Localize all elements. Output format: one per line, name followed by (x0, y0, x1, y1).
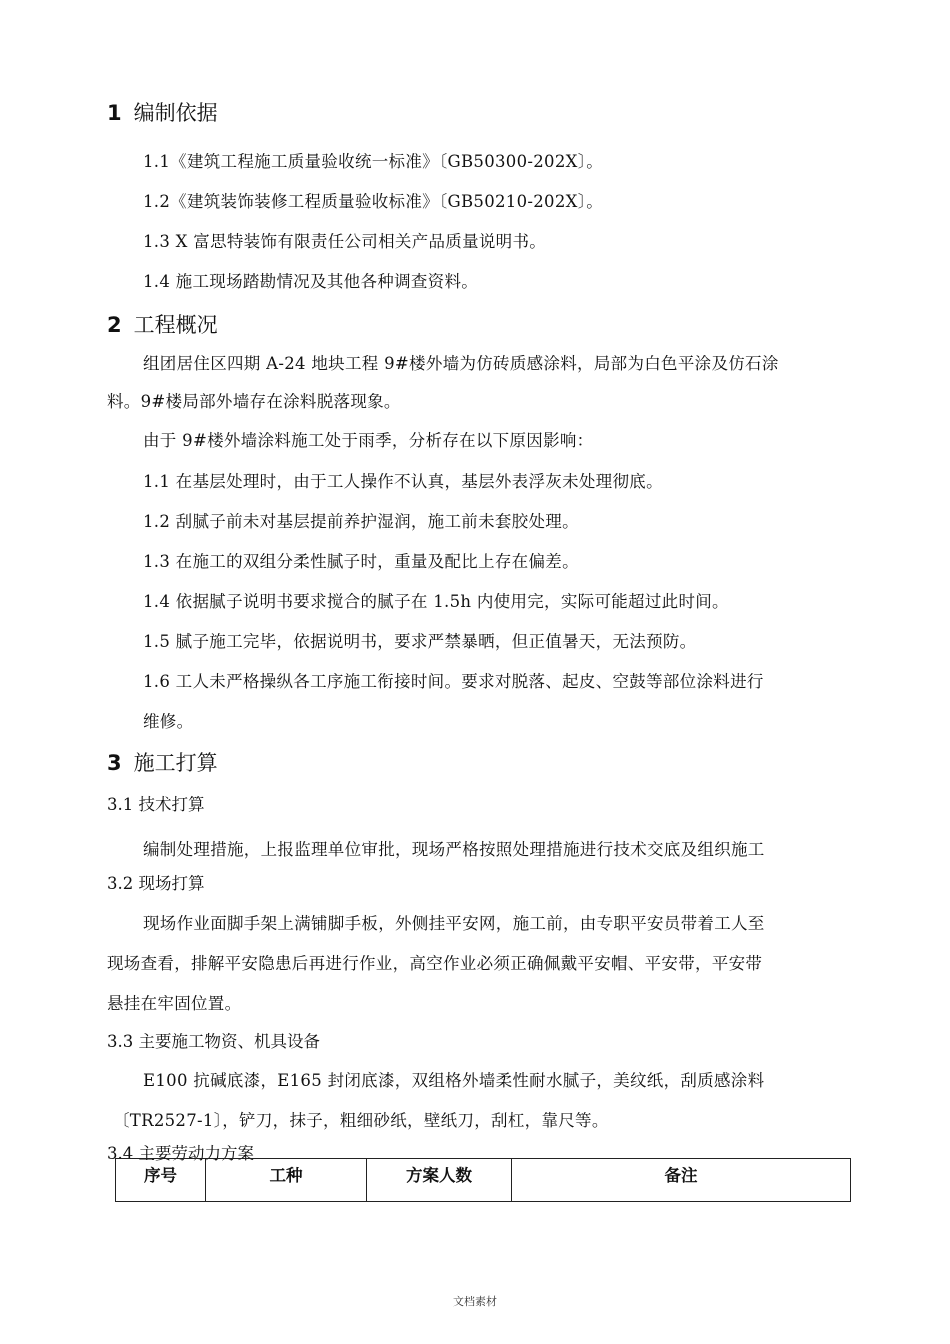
basis-item: 1.3 X 富思特装饰有限责任公司相关产品质量说明书。 (143, 232, 547, 251)
section-2-heading (107, 309, 218, 339)
basis-item: 1.1《建筑工程施工质量验收统一标准》〔GB50300-202X〕。 (143, 152, 604, 171)
section-title: 工程概况 (133, 313, 218, 337)
cause-item: 1.1 在基层处理时，由于工人操作不认真，基层外表浮灰未处理彻底。 (143, 472, 663, 491)
subsection-3-2-text: 现场查看，排解平安隐患后再进行作业，高空作业必须正确佩戴平安帽、平安带，平安带 (107, 954, 763, 973)
column-header-number: 序号 (116, 1159, 206, 1202)
cause-item-continuation: 维修。 (143, 712, 194, 731)
cause-item: 1.4 依据腻子说明书要求搅合的腻子在 1.5h 内使用完，实际可能超过此时间。 (143, 592, 729, 611)
section-title: 编制依据 (133, 101, 218, 125)
cause-intro: 由于 9#楼外墙涂料施工处于雨季，分析存在以下原因影响： (143, 431, 594, 450)
section-number: 2 (107, 313, 122, 337)
column-header-trade: 工种 (206, 1159, 367, 1202)
subsection-3-2-text: 现场作业面脚手架上满铺脚手板，外侧挂平安网，施工前，由专职平安员带着工人至 (143, 914, 765, 933)
subsection-3-4-title: 3.4 主要劳动力方案 (107, 1144, 254, 1163)
section-3-heading (107, 747, 218, 777)
section-title: 施工打算 (133, 751, 218, 775)
subsection-3-1-title: 3.1 技术打算 (107, 795, 205, 814)
subsection-3-3-title: 3.3 主要施工物资、机具设备 (107, 1032, 320, 1051)
subsection-3-2-title: 3.2 现场打算 (107, 874, 205, 893)
section-number: 3 (107, 751, 122, 775)
subsection-3-3-text: 〔TR2527-1〕，铲刀，抹子，粗细砂纸，壁纸刀，刮杠，靠尺等。 (113, 1111, 609, 1130)
basis-item: 1.4 施工现场踏勘情况及其他各种调查资料。 (143, 272, 479, 291)
cause-item: 1.6 工人未严格操纵各工序施工衔接时间。要求对脱落、起皮、空鼓等部位涂料进行 (143, 672, 764, 691)
column-header-remarks: 备注 (512, 1159, 851, 1202)
subsection-3-3-text: E100 抗碱底漆，E165 封闭底漆，双组格外墙柔性耐水腻子，美纹纸，刮质感涂料 (143, 1071, 765, 1090)
column-header-planned-count: 方案人数 (367, 1159, 512, 1202)
cause-item: 1.5 腻子施工完毕，依据说明书，要求严禁暴晒，但正值暑天，无法预防。 (143, 632, 697, 651)
subsection-3-1-text: 编制处理措施，上报监理单位审批，现场严格按照处理措施进行技术交底及组织施工 (143, 840, 765, 859)
basis-item: 1.2《建筑装饰装修工程质量验收标准》〔GB50210-202X〕。 (143, 192, 604, 211)
cause-item: 1.3 在施工的双组分柔性腻子时，重量及配比上存在偏差。 (143, 552, 579, 571)
overview-paragraph-line: 组团居住区四期 A-24 地块工程 9#楼外墙为仿砖质感涂料，局部为白色平涂及仿石涂 (143, 354, 779, 373)
section-1-heading (107, 97, 218, 127)
page-footer: 文档素材 (453, 1295, 497, 1308)
table-header-row (116, 1159, 851, 1202)
cause-item: 1.2 刮腻子前未对基层提前养护湿润，施工前未套胶处理。 (143, 512, 579, 531)
overview-paragraph-line: 料。9#楼局部外墙存在涂料脱落现象。 (107, 392, 401, 411)
section-number: 1 (107, 101, 122, 125)
subsection-3-2-text: 悬挂在牢固位置。 (107, 994, 242, 1013)
labor-plan-table (115, 1158, 851, 1202)
